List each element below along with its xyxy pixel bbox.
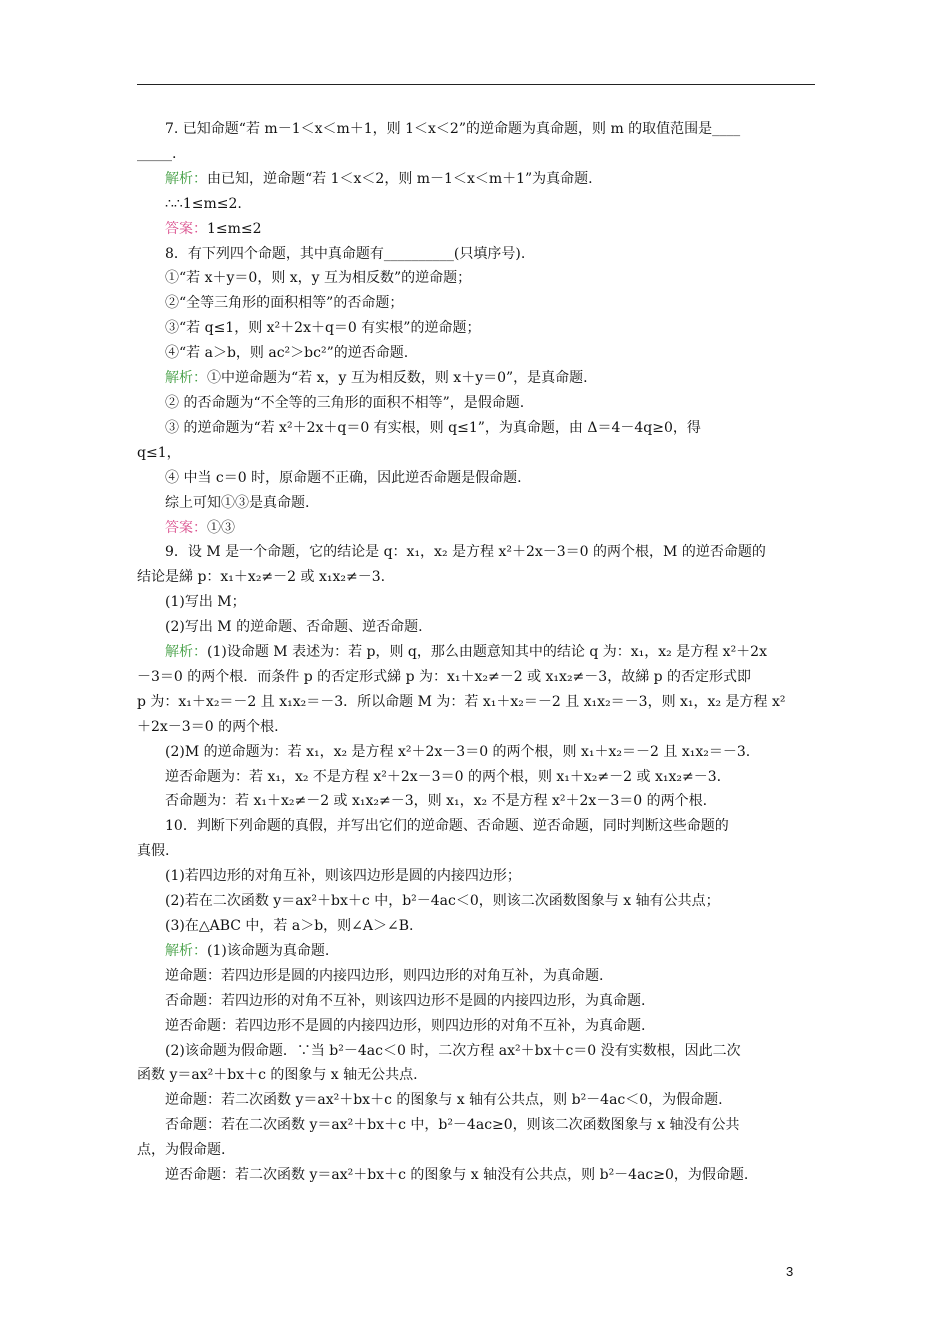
line-text: _____. (137, 145, 177, 162)
analysis-label: 解析： (165, 644, 207, 661)
text-line (137, 789, 815, 814)
line-text: 10．判断下列命题的真假，并写出它们的逆命题、否命题、逆否命题，同时判断这些命题的 (165, 818, 729, 835)
text-line (137, 142, 815, 167)
text-line (137, 416, 815, 441)
line-text: 7. 已知命题“若 m－1＜x＜m＋1，则 1＜x＜2”的逆命题为真命题，则 m 的取值范围是____ (165, 121, 741, 137)
answer-label: 答案： (165, 519, 207, 536)
text-line (137, 266, 815, 291)
text-line (137, 740, 815, 765)
line-text: (3)在△ABC 中，若 a＞b，则∠A＞∠B. (165, 918, 414, 934)
text-line (137, 1113, 815, 1138)
line-text: ∴∴1≤m≤2. (165, 195, 242, 212)
line-text: －3＝0 的两个根．而条件 p 的否定形式綈 p 为：x₁＋x₂≠－2 或 x₁x₂≠－3，故綈 p 的否定形式即 (137, 668, 752, 685)
line-text: ④“若 a＞b，则 ac²＞bc²”的逆否命题. (165, 345, 409, 362)
document-body (137, 117, 815, 1188)
text-line (137, 1039, 815, 1064)
line-text: (1)写出 M； (165, 594, 246, 611)
line-text: (1)该命题为真命题. (207, 942, 330, 959)
line-text: (1)若四边形的对角互补，则该四边形是圆的内接四边形； (165, 868, 521, 885)
line-text: 8．有下列四个命题，其中真命题有__________(只填序号). (165, 245, 526, 262)
line-text: ② 的否命题为“不全等的三角形的面积不相等”，是假命题. (165, 394, 525, 411)
line-text: 逆命题：若二次函数 y＝ax²＋bx＋c 的图象与 x 轴有公共点，则 b²－4ac＜0，为假命题. (165, 1092, 723, 1109)
line-text: 函数 y＝ax²＋bx＋c 的图象与 x 轴无公共点. (137, 1067, 418, 1084)
line-text: 否命题：若在二次函数 y＝ax²＋bx＋c 中，b²－4ac≥0，则该二次函数图象与 x 轴没有公共 (165, 1117, 740, 1134)
line-text: 逆命题：若四边形是圆的内接四边形，则四边形的对角互补，为真命题. (165, 967, 604, 984)
line-text: 真假. (137, 843, 170, 860)
text-line (137, 316, 815, 341)
text-line (137, 466, 815, 491)
answer-line (137, 217, 815, 242)
line-text: ③“若 q≤1，则 x²＋2x＋q＝0 有实根”的逆命题； (165, 320, 481, 337)
line-text: (2)该命题为假命题．∵当 b²－4ac＜0 时，二次方程 ax²＋bx＋c＝0 没有实数根，因此二次 (165, 1042, 741, 1059)
line-text: 否命题为：若 x₁＋x₂≠－2 或 x₁x₂≠－3，则 x₁，x₂ 不是方程 x²＋2x－3＝0 的两个根. (165, 793, 708, 810)
text-line (137, 117, 815, 142)
text-line (137, 565, 815, 590)
text-line (137, 1138, 815, 1163)
line-text: ④ 中当 c＝0 时，原命题不正确，因此逆否命题是假命题. (165, 469, 522, 486)
line-text: 逆否命题为：若 x₁，x₂ 不是方程 x²＋2x－3＝0 的两个根，则 x₁＋x₂≠－2 或 x₁x₂≠－3. (165, 768, 722, 785)
analysis-label: 解析： (165, 370, 207, 387)
line-text: 否命题：若四边形的对角不互补，则该四边形不是圆的内接四边形，为真命题. (165, 992, 646, 1009)
line-text: 逆否命题：若二次函数 y＝ax²＋bx＋c 的图象与 x 轴没有公共点，则 b²－4ac≥0，为假命题. (165, 1167, 749, 1184)
analysis-line (137, 640, 815, 665)
line-text: ①③ (207, 519, 235, 536)
text-line (137, 989, 815, 1014)
analysis-line (137, 939, 815, 964)
answer-label: 答案： (165, 220, 207, 237)
text-line (137, 814, 815, 839)
text-line (137, 441, 815, 466)
text-line (137, 715, 815, 740)
text-line (137, 1063, 815, 1088)
text-line (137, 341, 815, 366)
line-text: ＋2x－3＝0 的两个根. (137, 718, 279, 735)
line-text: (2)写出 M 的逆命题、否命题、逆否命题. (165, 619, 423, 636)
text-line (137, 192, 815, 217)
line-text: (1)设命题 M 表述为：若 p，则 q，那么由题意知其中的结论 q 为：x₁，x₂ 是方程 x²＋2x (207, 644, 767, 661)
analysis-label: 解析： (165, 170, 207, 187)
line-text: (2)M 的逆命题为：若 x₁，x₂ 是方程 x²＋2x－3＝0 的两个根，则 x₁＋x₂＝－2 且 x₁x₂＝－3. (165, 743, 751, 760)
answer-line (137, 516, 815, 541)
text-line (137, 690, 815, 715)
line-text: 点，为假命题. (137, 1142, 226, 1159)
line-text: ①中逆命题为“若 x，y 互为相反数，则 x＋y＝0”，是真命题. (207, 370, 588, 387)
text-line (137, 590, 815, 615)
text-line (137, 242, 815, 267)
line-text: 综上可知①③是真命题. (165, 494, 310, 511)
analysis-label: 解析： (165, 942, 207, 959)
text-line (137, 391, 815, 416)
line-text: 由已知，逆命题“若 1＜x＜2，则 m－1＜x＜m＋1”为真命题. (207, 170, 593, 187)
text-line (137, 1163, 815, 1188)
text-line (137, 1014, 815, 1039)
analysis-line (137, 366, 815, 391)
text-line (137, 291, 815, 316)
line-text: p 为：x₁＋x₂＝－2 且 x₁x₂＝－3．所以命题 M 为：若 x₁＋x₂＝－2 且 x₁x₂＝－3，则 x₁，x₂ 是方程 x² (137, 693, 786, 710)
line-text: 结论是綈 p：x₁＋x₂≠－2 或 x₁x₂≠－3. (137, 569, 386, 586)
line-text: (2)若在二次函数 y＝ax²＋bx＋c 中，b²－4ac＜0，则该二次函数图象与 x 轴有公共点； (165, 893, 720, 910)
line-text: ②“全等三角形的面积相等”的否命题； (165, 295, 404, 312)
text-line (137, 491, 815, 516)
header-rule (137, 84, 815, 85)
text-line (137, 964, 815, 989)
line-text: ③ 的逆命题为“若 x²＋2x＋q＝0 有实根，则 q≤1”，为真命题，由 Δ＝4－4q≥0，得 (165, 419, 701, 436)
text-line (137, 864, 815, 889)
line-text: 1≤m≤2 (207, 220, 262, 237)
text-line (137, 765, 815, 790)
text-line (137, 889, 815, 914)
page-number: 3 (786, 1264, 794, 1279)
line-text: q≤1， (137, 444, 181, 461)
text-line (137, 914, 815, 939)
text-line (137, 615, 815, 640)
text-line (137, 540, 815, 565)
line-text: ①“若 x＋y＝0，则 x，y 互为相反数”的逆命题； (165, 270, 472, 287)
line-text: 9．设 M 是一个命题，它的结论是 q：x₁，x₂ 是方程 x²＋2x－3＝0 的两个根，M 的逆否命题的 (165, 544, 766, 561)
text-line (137, 665, 815, 690)
analysis-line (137, 167, 815, 192)
text-line (137, 839, 815, 864)
line-text: 逆否命题：若四边形不是圆的内接四边形，则四边形的对角不互补，为真命题. (165, 1017, 646, 1034)
text-line (137, 1088, 815, 1113)
